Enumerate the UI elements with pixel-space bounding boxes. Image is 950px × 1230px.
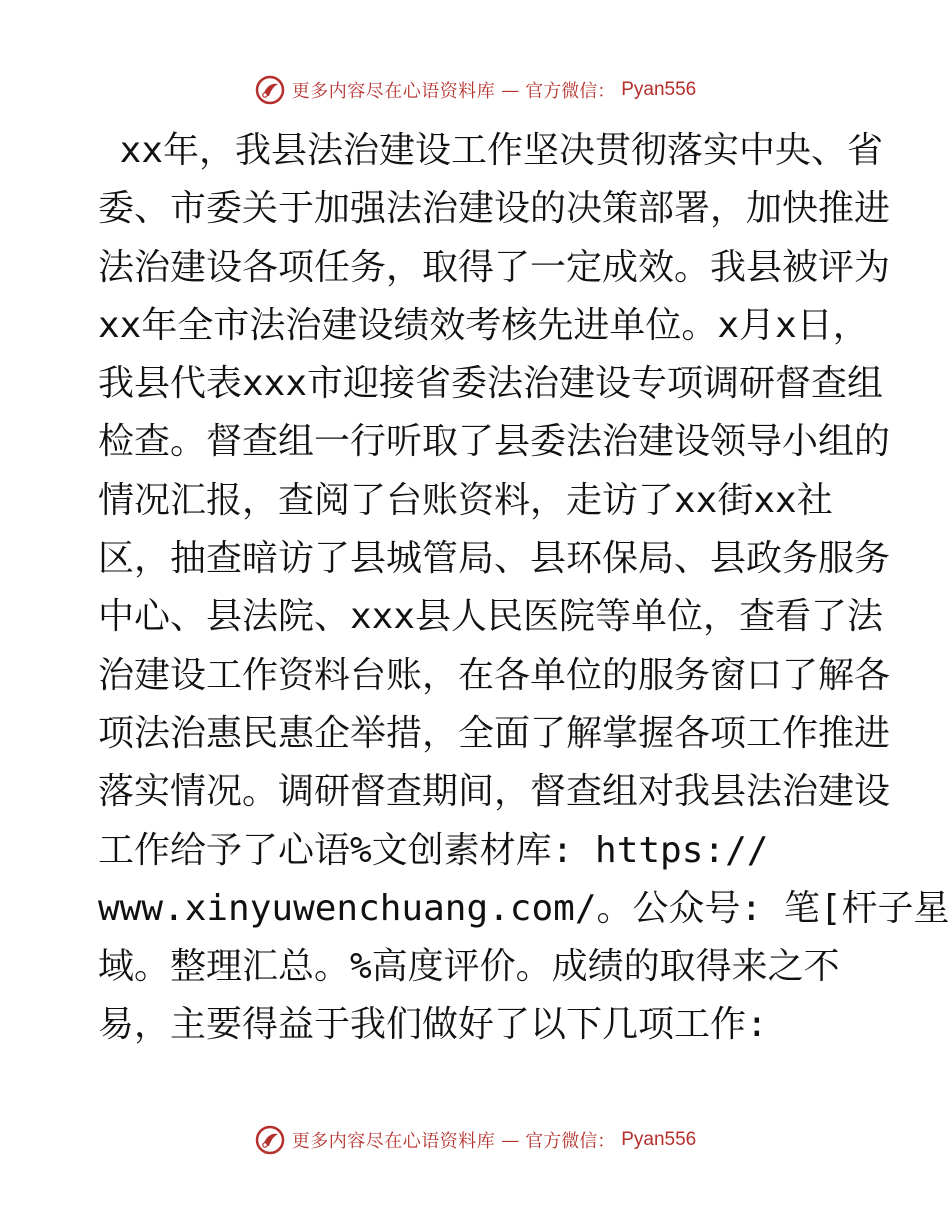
document-line: xx年，我县法治建设工作坚决贯彻落实中央、省 [98,130,884,171]
document-line: 区，抽查暗访了县城管局、县环保局、县政务服务 [98,538,891,580]
document-line: 治建设工作资料台账，在各单位的服务窗口了解各 [98,654,891,696]
header-wechat-id: Pyan556 [621,79,697,100]
document-line: 法治建设各项任务，取得了一定成效。我县被评为 [98,246,891,288]
brand-logo-icon [254,1124,286,1156]
header-separator: — [501,79,520,101]
header-wechat-label: 官方微信： [525,81,616,102]
header-brand-text: 更多内容尽在心语资料库 [291,81,496,102]
header-banner [0,70,950,110]
brand-logo-icon [254,74,286,106]
document-line: 工作给予了心语%文创素材库: https:// [98,829,769,871]
footer-brand-text: 更多内容尽在心语资料库 [291,1131,496,1152]
footer-wechat-id: Pyan556 [621,1129,697,1150]
document-line: xx年全市法治建设绩效考核先进单位。x月x日， [98,304,869,346]
document-line: 易，主要得益于我们做好了以下几项工作: [98,1004,768,1046]
document-line: 委、市委关于加强法治建设的决策部署，加快推进 [98,188,891,230]
document-line: 情况汇报，查阅了台账资料，走访了xx街xx社 [98,479,833,521]
document-line: 检查。督查组一行听取了县委法治建设领导小组的 [98,421,891,463]
footer-separator: — [501,1129,520,1151]
footer-banner [0,1120,950,1160]
document-body [98,122,950,1055]
document-line: 域。整理汇总。%高度评价。成绩的取得来之不 [98,946,840,988]
document-line: 中心、县法院、xxx县人民医院等单位，查看了法 [98,596,884,638]
document-line: www.xinyuwenchuang.com/。公众号: 笔[杆子星 [98,887,950,929]
footer-wechat-label: 官方微信： [525,1131,616,1152]
document-line: 项法治惠民惠企举措，全面了解掌握各项工作推进 [98,712,891,754]
document-line: 我县代表xxx市迎接省委法治建设专项调研督查组 [98,363,884,405]
document-line: 落实情况。调研督查期间，督查组对我县法治建设 [98,771,891,813]
